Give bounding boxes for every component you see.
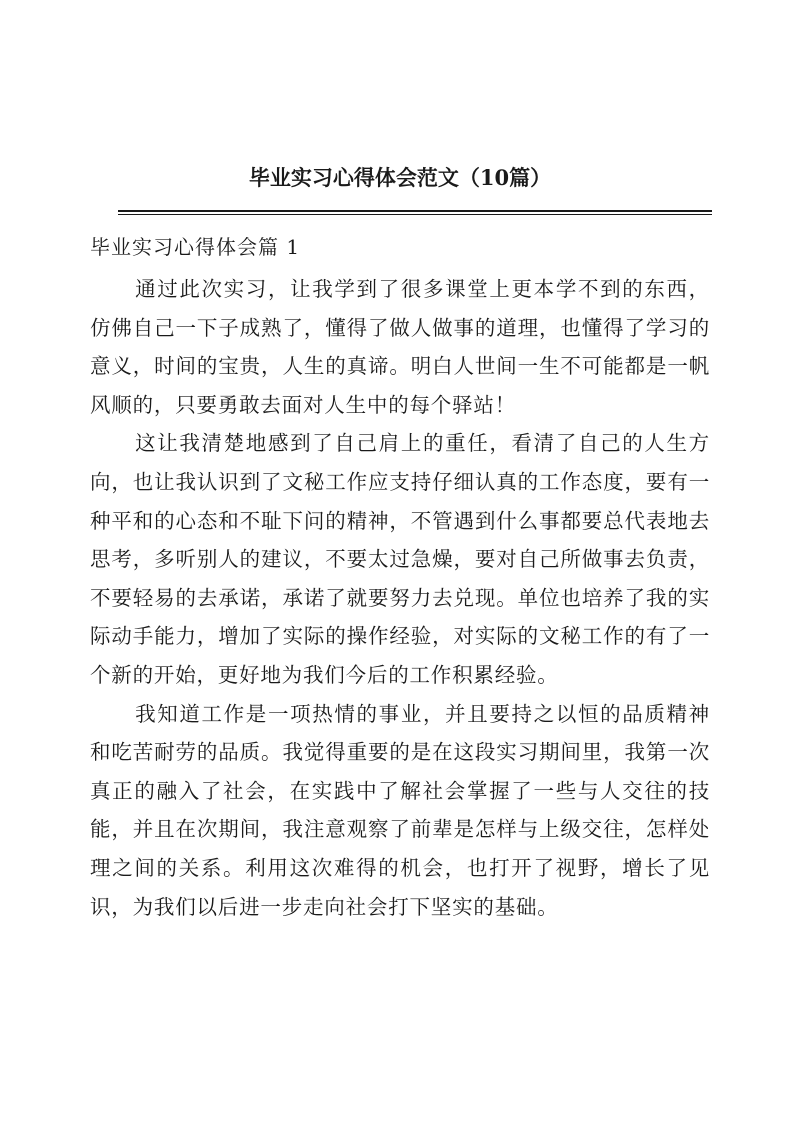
paragraph-2: 这让我清楚地感到了自己肩上的重任，看清了自己的人生方向，也让我认识到了文秘工作应支持仔细认真的工作态度，要有一种平和的心态和不耻下问的精神，不管遇到什么事都要总代表地去思考，多听别人的建议，不要太过急燥，要对自己所做事去负责，不要轻易的去承诺，承诺了就要努力去兑现。单位也培养了我的实际动手能力，增加了实际的操作经验，对实际的文秘工作的有了一个新的开始，更好地为我们今后的工作积累经验。 bbox=[90, 431, 710, 687]
document-title: 毕业实习心得体会范文（10篇） bbox=[248, 165, 552, 190]
paragraph-1: 通过此次实习，让我学到了很多课堂上更本学不到的东西，仿佛自己一下子成熟了，懂得了做人做事的道理，也懂得了学习的意义，时间的宝贵，人生的真谛。明白人世间一生不可能都是一帆风顺的，只要勇敢去面对人生中的每个驿站！ bbox=[90, 277, 710, 417]
section-heading: 毕业实习心得体会篇 1 bbox=[90, 235, 301, 259]
paragraph-3: 我知道工作是一项热情的事业，并且要持之以恒的品质精神和吃苦耐劳的品质。我觉得重要的是在这段实习期间里，我第一次真正的融入了社会，在实践中了解社会掌握了一些与人交往的技能，并且在次期间，我注意观察了前辈是怎样与上级交往，怎样处理之间的关系。利用这次难得的机会，也打开了视野，增长了见识，为我们以后进一步走向社会打下坚实的基础。 bbox=[90, 701, 710, 919]
body-text bbox=[90, 270, 710, 926]
title-divider bbox=[118, 210, 712, 215]
